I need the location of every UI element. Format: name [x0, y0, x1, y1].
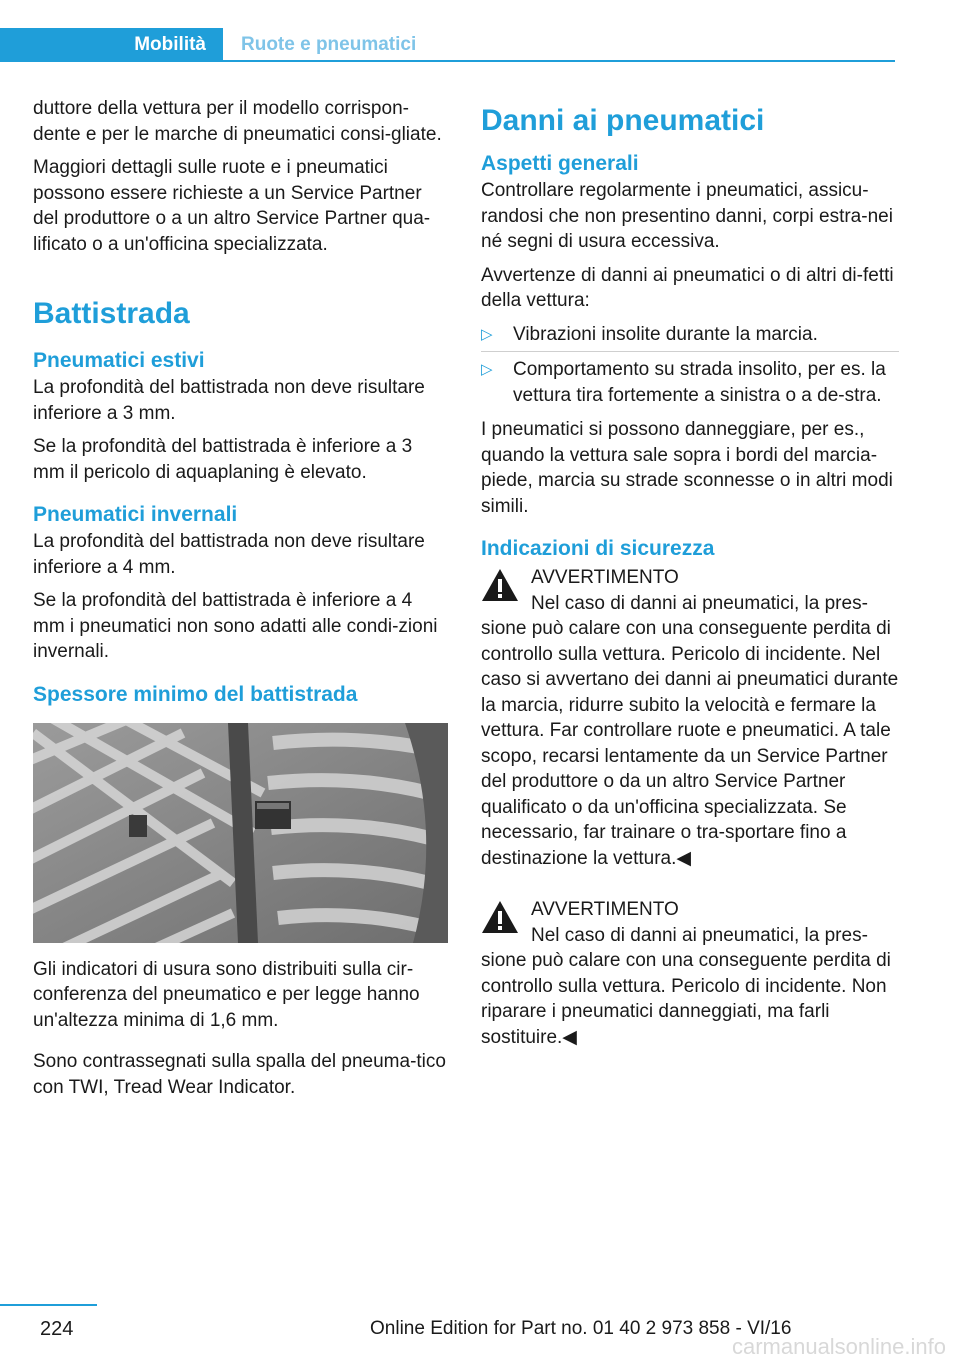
warning-text: sione può calare con una conseguente perdita di controllo sulla vettura. Pericolo di incidente. Nel caso si avvertano dei danni ai pneumatici durante la marcia, ridurre subito la velocità e fermare la vettura. Far controllare ruote e pneumatici. A tale scopo, recarsi lentamente da un Service Partner del produttore o da un altro Service Partner qualificato o da un'officina specializzata. Se necessario, far trainare o tra-sportare fino a destinazione la vettura.◀ — [481, 618, 899, 869]
paragraph: La profondità del battistrada non deve risultare inferiore a 4 mm. — [33, 531, 425, 578]
list-item: ▷ Comportamento su strada insolito, per es. la vettura tira fortemente a sinistra o a de-stra. — [481, 359, 886, 406]
warning-triangle-icon — [481, 568, 519, 602]
triangle-bullet-icon: ▷ — [481, 361, 493, 378]
paragraph: Sono contrassegnati sulla spalla del pneuma-tico con TWI, Tread Wear Indicator. — [33, 1051, 446, 1098]
paragraph: Avvertenze di danni ai pneumatici o di altri di-fetti della vettura: — [481, 264, 894, 311]
paragraph: I pneumatici si possono danneggiare, per es., quando la vettura sale sopra i bordi del marcia-piede, marcia su strade sconnesse o in altri modi simili. — [481, 419, 893, 517]
warning-block — [481, 565, 899, 871]
paragraph: Se la profondità del battistrada è inferiore a 3 mm il pericolo di aquaplaning è elevato. — [33, 436, 413, 483]
heading-aspetti-generali: Aspetti generali — [481, 152, 639, 175]
paragraph: Maggiori dettagli sulle ruote e i pneumatici possono essere richieste a un Service Partner del produttore o a un altro Service Partner qua-lificato o a un'officina specializzata. — [33, 157, 431, 255]
paragraph: Controllare regolarmente i pneumatici, assicu-randosi che non presentino danni, corpi estra-nei né segni di usura eccessiva. — [481, 180, 893, 252]
heading-pneumatici-invernali: Pneumatici invernali — [33, 503, 238, 526]
warning-title: AVVERTIMENTO — [531, 899, 679, 920]
left-column — [33, 96, 448, 1108]
warning-triangle-icon — [481, 900, 519, 934]
section-tab-mobilita: Mobilità — [0, 28, 223, 62]
heading-indicazioni-sicurezza: Indicazioni di sicurezza — [481, 537, 715, 560]
heading-pneumatici-estivi: Pneumatici estivi — [33, 349, 205, 372]
triangle-bullet-icon: ▷ — [481, 325, 493, 343]
warning-block — [481, 897, 899, 1050]
warning-title: AVVERTIMENTO — [531, 567, 679, 588]
list-item: ▷ Vibrazioni insolite durante la marcia. — [481, 322, 899, 353]
chapter-tab-ruote: Ruote e pneumatici — [241, 34, 417, 55]
heading-spessore-minimo: Spessore minimo del battistrada — [33, 682, 358, 706]
warning-text: sione può calare con una conseguente perdita di controllo sulla vettura. Pericolo di incidente. Non riparare i pneumatici danneggiati, ma farli sostituire.◀ — [481, 950, 891, 1048]
header-rule — [0, 60, 895, 62]
warning-text: Nel caso di danni ai pneumatici, la pres- — [531, 592, 868, 614]
warning-signs-list — [481, 322, 899, 413]
edition-note: Online Edition for Part no. 01 40 2 973 858 - VI/16 — [370, 1318, 792, 1339]
tread-wear-photo — [33, 723, 448, 943]
footer-rule — [0, 1304, 97, 1306]
warning-text: Nel caso di danni ai pneumatici, la pres- — [531, 924, 868, 946]
watermark: carmanualsonline.info — [731, 1334, 946, 1359]
heading-danni-pneumatici: Danni ai pneumatici — [481, 104, 765, 137]
paragraph: Se la profondità del battistrada è inferiore a 4 mm i pneumatici non sono adatti alle condi-zioni invernali. — [33, 590, 438, 662]
page-number: 224 — [40, 1318, 74, 1340]
right-column — [481, 96, 899, 1050]
paragraph: Gli indicatori di usura sono distribuiti sulla cir-conferenza del pneumatico e per legge hanno un'altezza minima di 1,6 mm. — [33, 958, 420, 1031]
paragraph: La profondità del battistrada non deve risultare inferiore a 3 mm. — [33, 377, 425, 424]
heading-battistrada: Battistrada — [33, 297, 190, 330]
paragraph: duttore della vettura per il modello corrispon-dente e per le marche di pneumatici consi-gliate. — [33, 98, 442, 145]
running-header — [0, 28, 895, 62]
